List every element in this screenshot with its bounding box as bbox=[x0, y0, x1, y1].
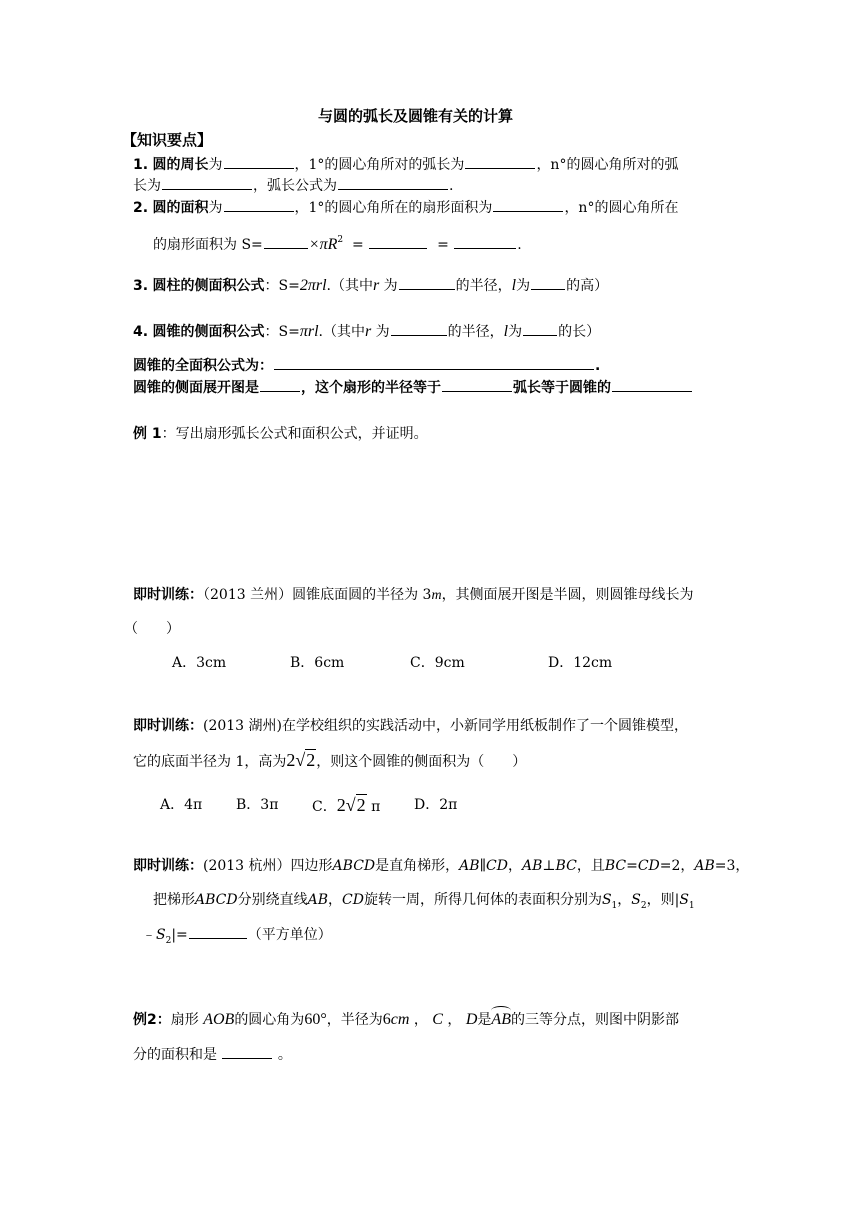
point-3-var-r: r bbox=[372, 277, 380, 294]
drill-3-abcd: ABCD bbox=[332, 858, 376, 874]
blank-cone-net[interactable] bbox=[260, 377, 300, 392]
drill-3-label: 即时训练： bbox=[133, 858, 203, 874]
drill-1-option-c[interactable]: C．9cm bbox=[410, 655, 465, 671]
blank-sector-radius[interactable] bbox=[442, 377, 512, 392]
point-1-text-b: ，1°的圆心角所对的弧长为 bbox=[294, 157, 465, 173]
drill-3-eq-3: AB bbox=[694, 858, 715, 874]
example-2-text-c: ，半径为 bbox=[326, 1012, 383, 1028]
drill-3-s4: S bbox=[156, 927, 166, 943]
blank-arc-formula[interactable] bbox=[338, 175, 448, 190]
cone-total-area-end: . bbox=[595, 358, 601, 374]
drill-1-option-d[interactable]: D．12cm bbox=[548, 655, 613, 671]
drill-3-line2-cd: CD bbox=[342, 892, 364, 908]
blank-ndeg-arc[interactable] bbox=[162, 175, 252, 190]
cylinder-formula: 2πrl bbox=[299, 277, 327, 294]
example-2-six: 6 bbox=[382, 1011, 391, 1028]
blank-sector-2[interactable] bbox=[369, 234, 427, 249]
drill-3-line-2 bbox=[153, 890, 695, 916]
drill-1-option-a[interactable]: A．3cm bbox=[172, 655, 227, 671]
option-c-sqrt-radicand: 2 bbox=[356, 795, 366, 815]
point-1-text-d: 长为 bbox=[133, 178, 161, 194]
drill-1-line-1 bbox=[133, 585, 694, 606]
blank-cylinder-height[interactable] bbox=[531, 275, 565, 290]
drill-3-s3-sub: 1 bbox=[688, 900, 695, 911]
point-2-line-2 bbox=[153, 230, 522, 255]
point-4-term: 圆锥的侧面积公式 bbox=[152, 324, 265, 340]
example-2-line-2 bbox=[133, 1044, 292, 1065]
equals-1: = bbox=[352, 237, 364, 253]
drill-3-eq-3b: =3， bbox=[714, 858, 750, 874]
point-3-text-c: 为 bbox=[383, 278, 398, 294]
drill-2-text: (2013 湖州)在学校组织的实践活动中，小新同学用纸板制作了一个圆锥模型， bbox=[203, 718, 689, 734]
point-3-text-a: ：S= bbox=[264, 278, 300, 294]
point-2-end: . bbox=[517, 237, 522, 253]
blank-1deg-sector[interactable] bbox=[493, 197, 563, 212]
point-4-text-a: ：S= bbox=[264, 324, 300, 340]
blank-1deg-arc[interactable] bbox=[465, 154, 535, 169]
drill-3-s4-sub: 2 bbox=[165, 935, 172, 946]
drill-3-text-2g: ， bbox=[617, 892, 632, 908]
blank-sector-3[interactable] bbox=[454, 234, 516, 249]
height-sqrt: 2√2 bbox=[286, 750, 316, 770]
drill-2-option-c[interactable] bbox=[312, 795, 380, 817]
cone-net-text-a: 圆锥的侧面展开图是 bbox=[133, 380, 259, 396]
drill-2-option-a[interactable]: A．4π bbox=[160, 797, 203, 813]
drill-3-text-2h: ，则| bbox=[646, 892, 680, 908]
drill-3-text-2a: 把梯形 bbox=[153, 892, 195, 908]
drill-3-line-3 bbox=[142, 924, 332, 951]
example-1-text: ：写出扇形弧长公式和面积公式，并证明。 bbox=[161, 426, 428, 442]
sector-formula: ×πR bbox=[308, 236, 338, 253]
equals-2: = bbox=[437, 237, 449, 253]
drill-3-eq-1: BC bbox=[604, 858, 627, 874]
point-3-text-e: 为 bbox=[516, 278, 531, 294]
blank-circumference[interactable] bbox=[224, 154, 294, 169]
drill-1-unit: m bbox=[431, 588, 442, 603]
drill-3-rel-3: AB bbox=[521, 858, 543, 874]
drill-3-s2-sub: 2 bbox=[640, 900, 647, 911]
blank-cone-slant[interactable] bbox=[523, 321, 557, 336]
point-4-text-c: 为 bbox=[375, 324, 390, 340]
example-2-text-f: 是 bbox=[477, 1012, 492, 1028]
example-2-point-c: C bbox=[432, 1011, 443, 1028]
point-2-line-1 bbox=[133, 197, 678, 218]
drill-2-text-2b: ，则这个圆锥的侧面积为（ ） bbox=[316, 754, 527, 770]
drill-3-s1: S bbox=[601, 892, 612, 908]
drill-3-line2-abcd: ABCD bbox=[195, 892, 238, 908]
drill-3-text-2d: ， bbox=[328, 892, 343, 908]
cone-net-text-b: ，这个扇形的半径等于 bbox=[301, 380, 441, 396]
drill-3-text-3b: |= bbox=[171, 927, 188, 943]
point-4-var-r: r bbox=[364, 323, 372, 340]
point-2-text-a: 为 bbox=[208, 200, 223, 216]
drill-3-s1-sub: 1 bbox=[611, 900, 618, 911]
point-3-number: 3. bbox=[133, 278, 149, 294]
point-1-text-a: 为 bbox=[208, 157, 223, 173]
drill-2-option-c-pi: π bbox=[371, 799, 381, 815]
blank-cylinder-radius[interactable] bbox=[399, 275, 455, 290]
example-2-line-1 bbox=[133, 1010, 679, 1030]
drill-1-label: 即时训练： bbox=[133, 587, 203, 603]
example-1-label: 例 1 bbox=[133, 426, 162, 442]
point-3-text-f: 的高） bbox=[566, 278, 609, 294]
example-2-text-d: ， bbox=[413, 1012, 428, 1028]
example-2-text-2-end: 。 bbox=[277, 1047, 292, 1063]
point-1-text-e: ，弧长公式为 bbox=[253, 178, 337, 194]
blank-area[interactable] bbox=[224, 197, 294, 212]
drill-3-line-1 bbox=[133, 856, 749, 876]
drill-3-text-2f: 旋转一周，所得几何体的表面积分别为 bbox=[363, 892, 602, 908]
drill-2-option-d[interactable]: D．2π bbox=[414, 797, 458, 813]
drill-3-eq-2b: =2， bbox=[659, 858, 695, 874]
point-1-text-f: . bbox=[449, 178, 454, 194]
blank-cone-total-area[interactable] bbox=[274, 355, 594, 370]
drill-3-text-1: (2013 杭州）四边形 bbox=[203, 858, 333, 874]
point-1-line-1 bbox=[133, 154, 678, 175]
point-3-term: 圆柱的侧面积公式 bbox=[152, 278, 265, 294]
point-2-term: 圆的面积 bbox=[152, 200, 209, 216]
point-4-text-b: .（其中 bbox=[318, 324, 365, 340]
example-2-text-2: 分的面积和是 bbox=[133, 1047, 217, 1063]
height-sqrt-coef: 2 bbox=[286, 750, 296, 770]
point-2-text-c: ，n°的圆心角所在 bbox=[564, 200, 679, 216]
section-heading: 【知识要点】 bbox=[122, 131, 213, 149]
drill-1-option-b[interactable]: B．6cm bbox=[290, 655, 345, 671]
drill-2-line-1 bbox=[133, 716, 688, 736]
example-2-angle: 60° bbox=[304, 1011, 327, 1028]
drill-1-paren: （ ） bbox=[124, 621, 180, 637]
blank-sector-coef[interactable] bbox=[264, 234, 308, 249]
point-3-line bbox=[133, 275, 608, 296]
drill-2-option-c-prefix: C． bbox=[312, 799, 337, 815]
point-1-text-c: ，n°的圆心角所对的弧 bbox=[536, 157, 679, 173]
point-1-line-2 bbox=[133, 175, 453, 196]
example-2-text-g: 的三等分点，则图中阴影部 bbox=[510, 1012, 679, 1028]
drill-3-rel-4: BC bbox=[555, 858, 577, 874]
example-1 bbox=[133, 424, 428, 444]
point-1-term: 圆的周长 bbox=[152, 157, 209, 173]
point-4-text-d: 的半径， bbox=[447, 324, 504, 340]
cone-net-line bbox=[133, 377, 693, 398]
point-3-var-l: l bbox=[511, 277, 517, 294]
drill-3-text-3c: （平方单位） bbox=[247, 927, 332, 943]
drill-1-text: （2013 兰州）圆锥底面圆的半径为 3 bbox=[203, 587, 432, 603]
drill-3-text-1b: 是直角梯形， bbox=[375, 858, 460, 874]
drill-3-rel-1: AB bbox=[459, 858, 480, 874]
option-c-sqrt-coef: 2 bbox=[336, 795, 346, 815]
point-2-text-b: ，1°的圆心角所在的扇形面积为 bbox=[294, 200, 493, 216]
drill-3-eq-2: CD bbox=[637, 858, 660, 874]
drill-3-perp: ⊥ bbox=[542, 858, 556, 874]
drill-3-line2-ab: AB bbox=[307, 892, 329, 908]
cone-total-area-line bbox=[133, 355, 600, 376]
page-title: 与圆的弧长及圆锥有关的计算 bbox=[318, 107, 514, 125]
example-2-cm: cm bbox=[390, 1011, 410, 1028]
point-1-number: 1. bbox=[133, 157, 149, 173]
example-2-text-e: ， bbox=[447, 1012, 462, 1028]
point-3-text-b: .（其中 bbox=[326, 278, 373, 294]
blank-area-difference[interactable] bbox=[189, 924, 247, 939]
drill-2-line-2 bbox=[133, 750, 526, 772]
drill-3-text-3a: ﹣ bbox=[142, 927, 156, 943]
example-2-aob: AOB bbox=[203, 1011, 235, 1028]
blank-shaded-area[interactable] bbox=[222, 1044, 272, 1059]
drill-3-comma: ， bbox=[507, 858, 522, 874]
drill-3-parallel: ∥ bbox=[479, 858, 487, 874]
blank-cone-arc[interactable] bbox=[612, 377, 692, 392]
drill-2-option-b[interactable]: B．3π bbox=[236, 797, 279, 813]
cone-formula: πrl bbox=[299, 323, 319, 340]
cone-total-area-label: 圆锥的全面积公式为： bbox=[133, 358, 273, 374]
sector-formula-exponent: 2 bbox=[337, 235, 344, 245]
example-2-arc-ab: AB bbox=[491, 1011, 511, 1028]
example-2-text-a: 扇形 bbox=[170, 1012, 199, 1028]
drill-3-s3: S bbox=[679, 892, 689, 908]
point-4-var-l: l bbox=[503, 323, 509, 340]
drill-3-eq-1b: = bbox=[626, 858, 638, 874]
example-2-label: 例2： bbox=[133, 1012, 171, 1028]
drill-1-text-2: ，其侧面展开图是半圆，则圆锥母线长为 bbox=[441, 587, 694, 603]
point-4-text-e: 为 bbox=[508, 324, 523, 340]
point-3-text-d: 的半径， bbox=[455, 278, 512, 294]
option-c-sqrt: 2√2 bbox=[336, 795, 366, 815]
drill-3-s2: S bbox=[631, 892, 641, 908]
height-sqrt-radicand: 2 bbox=[306, 750, 316, 770]
example-2-text-b: 的圆心角为 bbox=[234, 1012, 305, 1028]
cone-net-text-c: 弧长等于圆锥的 bbox=[513, 380, 611, 396]
drill-2-text-2a: 它的底面半径为 1，高为 bbox=[133, 754, 287, 770]
drill-3-text-1c: ，且 bbox=[576, 858, 605, 874]
point-4-text-f: 的长） bbox=[558, 324, 601, 340]
point-2-text-d: 的扇形面积为 S= bbox=[153, 237, 263, 253]
drill-3-text-2b: 分别绕直线 bbox=[237, 892, 308, 908]
point-2-number: 2. bbox=[133, 200, 149, 216]
point-4-line bbox=[133, 321, 600, 342]
drill-3-rel-2: CD bbox=[486, 858, 508, 874]
drill-2-label: 即时训练： bbox=[133, 718, 203, 734]
example-2-point-d: D bbox=[465, 1011, 478, 1028]
point-4-number: 4. bbox=[133, 324, 149, 340]
blank-cone-radius[interactable] bbox=[391, 321, 447, 336]
